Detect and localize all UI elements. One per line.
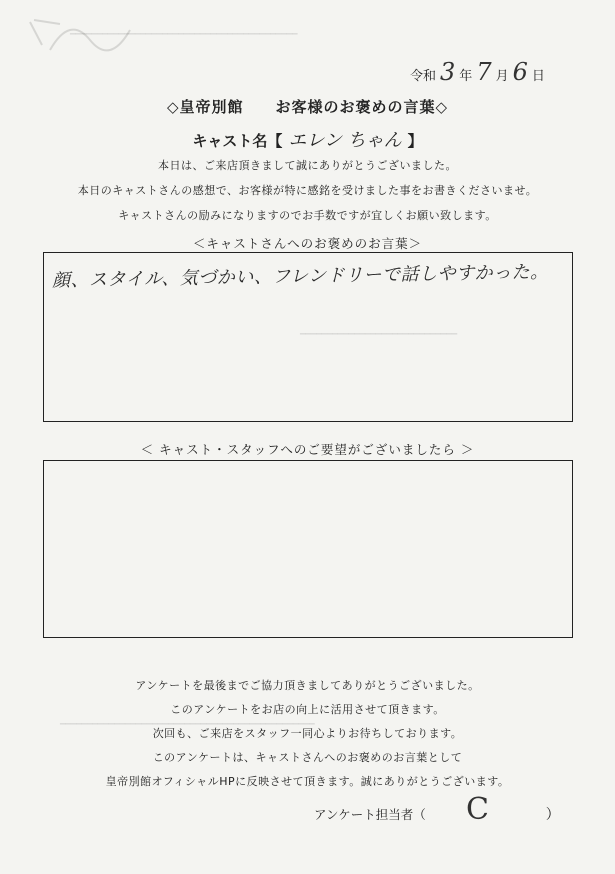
cast-name-line [0, 126, 615, 152]
praise-handwritten: 顔、スタイル、気づかい、フレンドリーで話しやすかった。 [51, 261, 549, 292]
date-day-label: 日 [531, 69, 545, 84]
closing-line-5: 皇帝別館オフィシャルHPに反映させて頂きます。誠にありがとうございます。 [105, 775, 510, 788]
cast-label-prefix: キャスト名【 [192, 132, 283, 150]
intro-line-1: 本日は、ご来店頂きまして誠にありがとうございました。 [158, 159, 457, 172]
closing-line-2: このアンケートをお店の向上に活用させて頂きます。 [170, 703, 445, 716]
cast-label-suffix: 】 [407, 132, 423, 150]
date-year-label: 年 [459, 69, 473, 84]
survey-staff-line [314, 804, 560, 824]
date-month: 7 [476, 58, 492, 86]
request-heading: ＜ キャスト・スタッフへのご要望がございましたら ＞ [140, 442, 475, 457]
staff-initial: C [466, 792, 489, 827]
date-line [410, 58, 545, 86]
intro-line-2: 本日のキャストさんの感想で、お客様が特に感銘を受けました事をお書きくださいませ。 [77, 184, 538, 197]
date-era: 令和 [410, 69, 437, 84]
intro-line-3: キャストさんの励みになりますのでお手数ですが宜しくお願い致します。 [118, 209, 497, 222]
page-title: ◇皇帝別館 お客様のお褒めの言葉◇ [166, 98, 449, 116]
date-year: 3 [440, 58, 456, 86]
closing-line-3: 次回も、ご来店をスタッフ一同心よりお待ちしております。 [152, 727, 463, 740]
staff-close: ） [545, 807, 560, 823]
closing-line-1: アンケートを最後までご協力頂きましてありがとうございました。 [135, 679, 480, 692]
cast-name: エレン ちゃん [288, 130, 402, 151]
praise-heading: ＜キャストさんへのお褒めのお言葉＞ [192, 236, 423, 251]
date-day: 6 [512, 58, 528, 86]
survey-sheet: ━━━━━━━━━━━━━━━━━━━━━━━━━━━━━━━━━━━━━━━━━━ ━━━━━━━━━━━━━━━━━━━━━━━━━━━━━ ━━━━━━━━━━━━━━━━━━━━━━━━━━━━━━━━━━━━━━━━━━━━━━━ 令和 3 年 7 月 6 日 ◇皇帝別館 お客様のお褒めの言葉◇ キャスト名【 エレン ちゃん 】 本日は、ご来店頂きまして誠にありがとうございました。 本日のキャストさんの感想で、お客様が特に感銘を受けました事をお書きくださいませ。 キャストさんの励みになりますのでお手数ですが宜しくお願い致します。 ＜キャストさんへのお褒めのお言葉＞ 顔、スタイル、気づかい、フレンドリーで話しやすかった。 ＜ キャスト・スタッフへのご要望がございましたら ＞ アンケートを最後までご協力頂きましてありがとうございました。 このアンケートをお店の向上に活用させて頂きます。 次回も、ご来店をスタッフ一同心よりお待ちしております。 このアンケートは、キャストさんへのお褒めのお言葉として 皇帝別館オフィシャルHPに反映させて頂きます。誠にありがとうございます。 アンケート担当者（ ） C [0, 0, 615, 874]
staff-label: アンケート担当者（ [314, 807, 426, 822]
closing-line-4: このアンケートは、キャストさんへのお褒めのお言葉として [152, 751, 463, 764]
request-box[interactable] [43, 460, 573, 638]
date-month-label: 月 [495, 69, 509, 84]
